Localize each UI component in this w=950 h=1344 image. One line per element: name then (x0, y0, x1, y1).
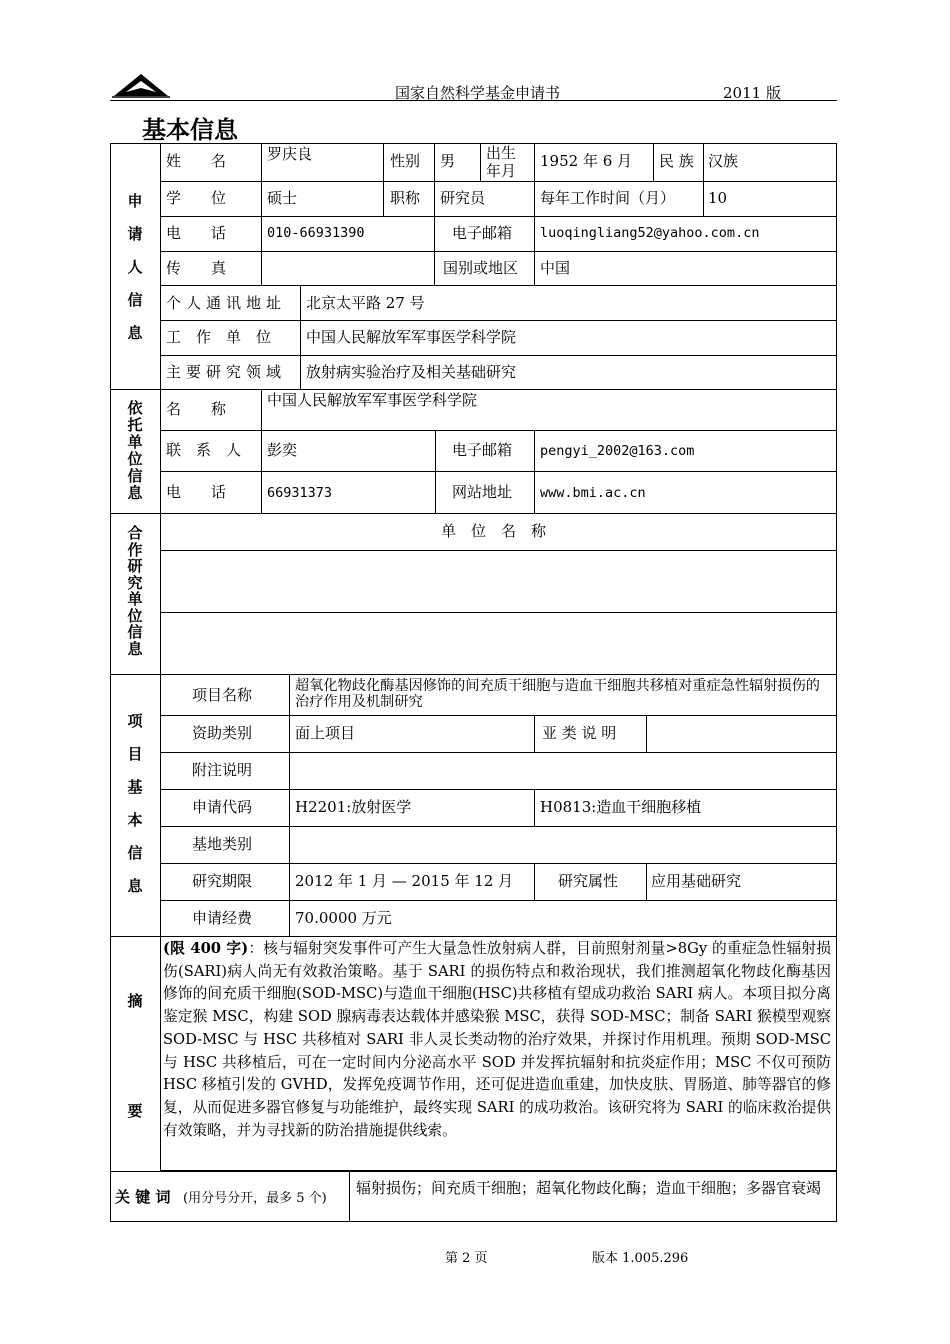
funding-type-value: 面上项目 (295, 724, 356, 742)
birth-value: 1952 年 6 月 (540, 152, 633, 170)
address-value: 北京太平路 27 号 (306, 294, 425, 312)
abstract-body: ：核与辐射突发事件可产生大量急性放射病人群，目前照射剂量>8Gy 的重症急性辐射损伤(SARI)病人尚无有效救治策略。基于 SARI 的损伤特点和救治现状，我们推测超氧化物歧化酶基因修饰的间充质干细胞(SOD-MSC)与造血干细胞(HSC)共移植有望成功救治 SARI 病人。本项目拟分离鉴定猴 MSC，构建 SOD 腺病毒表达载体并感染猴 MSC，获得 SOD-MSC；制备 SARI 猴模型观察 SOD-MSC 与 HSC 共移植对 SARI 非人灵长类动物的治疗效果，并探讨作用机理。预期 SOD-MSC 与 HSC 共移植后，可在一定时间内分泌高水平 SOD 并发挥抗辐射和抗炎症作用；MSC 不仅可预防 HSC 移植引发的 GVHD，发挥免疫调节作用，还可促进造血重建，加快皮肤、胃肠道、肺等器官的修复，从而促进多器官修复与功能维护，最终实现 SARI 的成功救治。该研究将为 SARI 的临床救治提供有效策略，并为寻找新的防治措施提供线索。 (163, 940, 831, 1139)
attribute-value: 应用基础研究 (651, 872, 742, 890)
applicant-group-label: 申 请 人 信 息 (124, 190, 146, 355)
ethnicity-label: 民 族 (659, 152, 694, 170)
base-label: 基地类别 (192, 835, 253, 853)
code-value-1: H2201:放射医学 (295, 798, 412, 816)
institution-name: 中国人民解放军军事医学科学院 (267, 391, 478, 409)
funding-type-label: 资助类别 (192, 724, 253, 742)
email-value: luoqingliang52@yahoo.com.cn (540, 225, 760, 241)
birth-label-line1: 出生 (486, 144, 517, 162)
budget-label: 申请经费 (192, 909, 253, 927)
code-label: 申请代码 (192, 798, 253, 816)
title-label: 职称 (390, 189, 421, 207)
project-name-label: 项目名称 (192, 686, 253, 704)
header-rule (110, 100, 837, 101)
institution-email-label: 电子邮箱 (452, 441, 513, 459)
birth-label-line2: 年月 (486, 162, 517, 180)
header-title: 国家自然科学基金申请书 (395, 84, 561, 102)
keywords-hint: (用分号分开，最多 5 个) (183, 1191, 327, 1206)
period-value: 2012 年 1 月 — 2015 年 12 月 (295, 872, 514, 890)
field-value: 放射病实验治疗及相关基础研究 (306, 363, 517, 381)
abstract-label-bottom: 要 (127, 1102, 143, 1120)
title-value: 研究员 (440, 189, 486, 207)
applicant-name: 罗庆良 (267, 145, 313, 163)
name-label: 姓 名 (166, 152, 227, 170)
website-label: 网站地址 (452, 483, 513, 501)
phone-label: 电 话 (166, 224, 227, 242)
cooperation-column-header: 单 位 名 称 (441, 522, 547, 540)
attribute-label: 研究属性 (558, 872, 619, 890)
gender-label: 性别 (390, 152, 421, 170)
degree-label: 学 位 (166, 189, 227, 207)
keywords-value: 辐射损伤；间充质干细胞；超氧化物歧化酶；造血干细胞；多器官衰竭 (356, 1179, 822, 1197)
applicant-label-char: 申 (127, 192, 143, 210)
budget-value: 70.0000 万元 (295, 909, 392, 927)
employer-label: 工 作 单 位 (166, 328, 272, 346)
header-version: 2011 版 (723, 84, 781, 102)
cooperation-group-label: 合 作 研 究 单 位 信 息 (127, 524, 143, 658)
contact-value: 彭奕 (267, 441, 298, 459)
nsfc-logo-icon (112, 72, 170, 98)
country-label: 国别或地区 (443, 259, 519, 277)
footer-page-number: 第 2 页 (445, 1251, 488, 1266)
ethnicity-value: 汉族 (708, 152, 739, 170)
degree-value: 硕士 (267, 189, 298, 207)
country-value: 中国 (540, 259, 571, 277)
institution-phone-label: 电 话 (166, 483, 227, 501)
subtype-label: 亚 类 说 明 (542, 724, 617, 742)
phone-value: 010-66931390 (267, 225, 365, 241)
fax-label: 传 真 (166, 259, 227, 277)
field-label: 主要研究领域 (166, 363, 287, 381)
institution-name-label: 名 称 (166, 400, 227, 418)
website-value: www.bmi.ac.cn (540, 485, 646, 501)
institution-group-label: 依 托 单 位 信 息 (127, 399, 143, 502)
institution-phone-value: 66931373 (267, 485, 333, 501)
keywords-label: 关 键 词 (115, 1188, 171, 1206)
worktime-value: 10 (708, 189, 728, 207)
project-name: 超氧化物歧化酶基因修饰的间充质干细胞与造血干细胞共移植对重症急性辐射损伤的治疗作用及机制研究 (295, 678, 820, 710)
abstract-label-top: 摘 (127, 992, 143, 1010)
code-value-2: H0813:造血干细胞移植 (540, 798, 702, 816)
period-label: 研究期限 (192, 872, 253, 890)
footer-version: 版本 1.005.296 (592, 1251, 689, 1266)
abstract-text (163, 938, 831, 1142)
email-label: 电子邮箱 (452, 224, 513, 242)
section-title: 基本信息 (142, 116, 238, 144)
gender-value: 男 (440, 152, 456, 170)
abstract-limit: (限 400 字) (163, 940, 249, 957)
employer-value: 中国人民解放军军事医学科学院 (306, 328, 517, 346)
contact-label: 联 系 人 (166, 441, 242, 459)
project-group-label: 项 目 基 本 信 息 (127, 712, 143, 895)
worktime-label: 每年工作时间（月） (540, 189, 676, 207)
note-label: 附注说明 (192, 761, 253, 779)
address-label: 个人通讯地址 (166, 294, 287, 312)
institution-email-value: pengyi_2002@163.com (540, 443, 695, 459)
